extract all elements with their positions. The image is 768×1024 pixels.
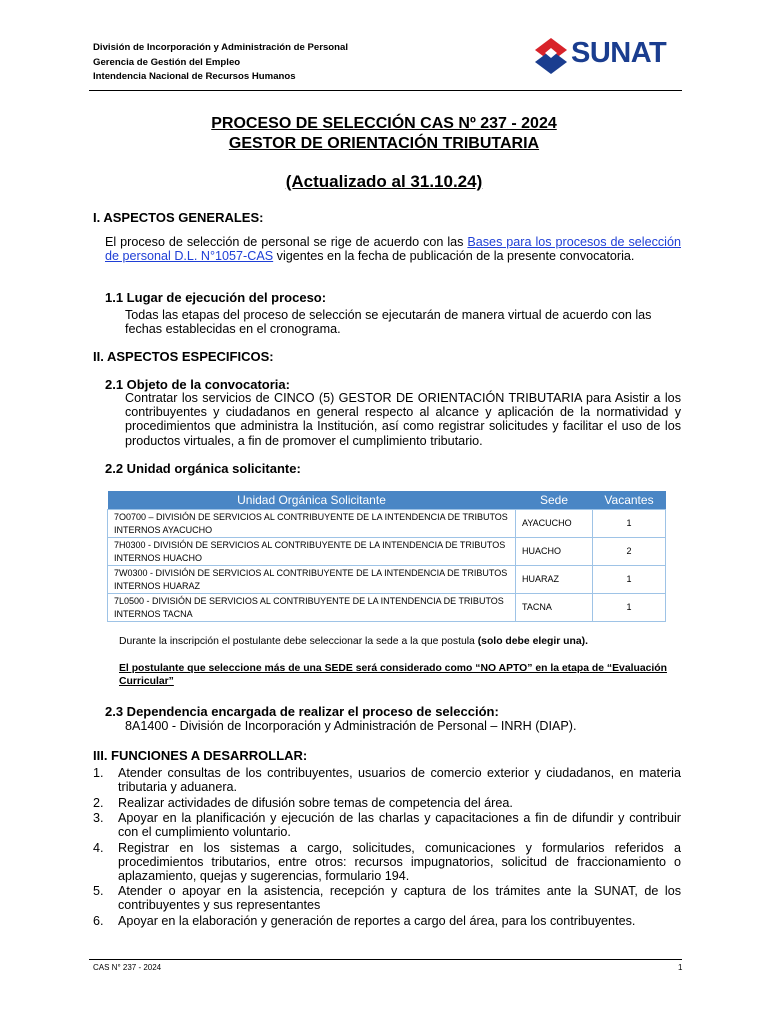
note-sede-text: Durante la inscripción el postulante debe seleccionar la sede a la que postula: [119, 636, 478, 647]
item-number: 2.: [93, 795, 104, 810]
cell-unidad: 7H0300 - DIVISIÓN DE SERVICIOS AL CONTRIBUYENTE DE LA INTENDENCIA DE TRIBUTOS INTERNOS HUACHO: [108, 538, 516, 566]
funciones-list: [93, 767, 681, 931]
cell-vacantes: 1: [593, 566, 666, 594]
cell-sede: HUARAZ: [516, 566, 593, 594]
item-number: 3.: [93, 811, 104, 826]
table-row: [108, 594, 666, 622]
list-item: [93, 842, 681, 883]
cell-sede: HUACHO: [516, 538, 593, 566]
list-item: [93, 767, 681, 795]
header-divider: [89, 90, 682, 91]
note-no-apto: El postulante que seleccione más de una SEDE será considerado como “NO APTO” en la etapa de “Evaluación Curricular”: [119, 663, 667, 687]
cell-sede: AYACUCHO: [516, 510, 593, 538]
item-text: Atender consultas de los contribuyentes, usuarios de comercio exterior y ciudadanos, en materia tributaria y aduanera.: [118, 766, 681, 794]
section-1-heading: I. ASPECTOS GENERALES:: [93, 210, 264, 225]
unidad-organica-table: [107, 491, 666, 622]
col-header-unidad: Unidad Orgánica Solicitante: [108, 491, 516, 510]
section-1-1-heading: 1.1 Lugar de ejecución del proceso:: [105, 290, 327, 305]
item-number: 1.: [93, 766, 104, 780]
note-sede-bold: (solo debe elegir una).: [477, 636, 588, 647]
cell-vacantes: 1: [593, 510, 666, 538]
item-text: Registrar en los sistemas a cargo, solicitudes, comunicaciones y formularios referidos a procedimientos tributarios, entre otros: recursos impugnatorios, solicitud de fraccionamiento o aplazamiento, quejas y sugerencias, formulario 194.: [118, 840, 681, 883]
bases-link[interactable]: Bases para los procesos de selección de personal D.L. N°1057-CAS: [105, 235, 681, 264]
list-item: [93, 797, 681, 811]
note-sede-selection: [119, 636, 681, 647]
footer-label: CAS N° 237 - 2024: [93, 963, 162, 972]
list-item: [93, 812, 681, 840]
sunat-logo: [531, 35, 683, 79]
sunat-logo-icon: [531, 36, 571, 76]
header-line-gerencia: Gerencia de Gestión del Empleo: [93, 56, 241, 68]
table-header-row: [108, 491, 666, 510]
header-org-lines: [93, 41, 348, 85]
section-2-2-heading: 2.2 Unidad orgánica solicitante:: [105, 461, 301, 476]
section-3-heading: III. FUNCIONES A DESARROLLAR:: [93, 748, 308, 763]
section-2-3-heading: 2.3 Dependencia encargada de realizar el proceso de selección:: [105, 704, 499, 719]
cell-sede: TACNA: [516, 594, 593, 622]
cell-unidad: 7W0300 - DIVISIÓN DE SERVICIOS AL CONTRIBUYENTE DE LA INTENDENCIA DE TRIBUTOS INTERNOS HUARAZ: [108, 566, 516, 594]
list-item: [93, 915, 681, 929]
page-number: 1: [678, 963, 683, 972]
table-row: [108, 566, 666, 594]
item-number: 4.: [93, 840, 104, 855]
header-line-division: División de Incorporación y Administración de Personal: [93, 42, 349, 53]
header-line-intendencia: Intendencia Nacional de Recursos Humanos: [93, 71, 296, 83]
cell-vacantes: 1: [593, 594, 666, 622]
sunat-logo-text: SUNAT: [571, 37, 667, 69]
cell-vacantes: 2: [593, 538, 666, 566]
col-header-vacantes: Vacantes: [593, 491, 666, 510]
section-2-3-text: 8A1400 - División de Incorporación y Administración de Personal – INRH (DIAP).: [125, 719, 577, 733]
col-header-sede: Sede: [516, 491, 593, 510]
cell-unidad: 7L0500 - DIVISIÓN DE SERVICIOS AL CONTRIBUYENTE DE LA INTENDENCIA DE TRIBUTOS INTERNOS TACNA: [108, 594, 516, 622]
intro-text-before: El proceso de selección de personal se rige de acuerdo con las: [105, 235, 468, 249]
item-number: 5.: [93, 884, 104, 899]
item-text: Apoyar en la planificación y ejecución de las charlas y capacitaciones a fin de difundir y contribuir con el cumplimiento voluntario.: [118, 811, 681, 840]
section-1-1-text: Todas las etapas del proceso de selección se ejecutarán de manera virtual de acuerdo con las fechas establecidas en el cronograma.: [125, 308, 652, 337]
intro-text-after: vigentes en la fecha de publicación de la presente convocatoria.: [273, 249, 635, 264]
table-row: [108, 510, 666, 538]
item-text: Atender o apoyar en la asistencia, recepción y captura de los trámites ante la SUNAT, de los contribuyentes y sus representantes: [118, 884, 681, 913]
section-2-1-text: Contratar los servicios de CINCO (5) GESTOR DE ORIENTACIÓN TRIBUTARIA para Asistir a los contribuyentes y ciudadanos en general respecto al alcance y aplicación de la normatividad y procedimientos que administra la Institución, así como registrar solicitudes y facilitar el uso de los productos virtuales, a fin de promover el cumplimiento tributario.: [125, 391, 681, 448]
page-subtitle: GESTOR DE ORIENTACIÓN TRIBUTARIA: [228, 135, 540, 152]
updated-date: (Actualizado al 31.10.24): [285, 172, 483, 191]
item-text: Realizar actividades de difusión sobre temas de competencia del área.: [118, 795, 513, 810]
table-row: [108, 538, 666, 566]
footer-divider: [89, 959, 682, 960]
list-item: [93, 885, 681, 913]
section-2-1-heading: 2.1 Objeto de la convocatoria:: [105, 377, 290, 392]
section-2-heading: II. ASPECTOS ESPECIFICOS:: [93, 349, 274, 364]
item-number: 6.: [93, 913, 104, 928]
item-text: Apoyar en la elaboración y generación de reportes a cargo del área, para los contribuyentes.: [118, 913, 636, 928]
page-title: PROCESO DE SELECCIÓN CAS Nº 237 - 2024: [211, 115, 557, 132]
section-1-intro: [105, 235, 681, 263]
cell-unidad: 7O0700 – DIVISIÓN DE SERVICIOS AL CONTRIBUYENTE DE LA INTENDENCIA DE TRIBUTOS INTERNOS AYACUCHO: [108, 510, 516, 538]
